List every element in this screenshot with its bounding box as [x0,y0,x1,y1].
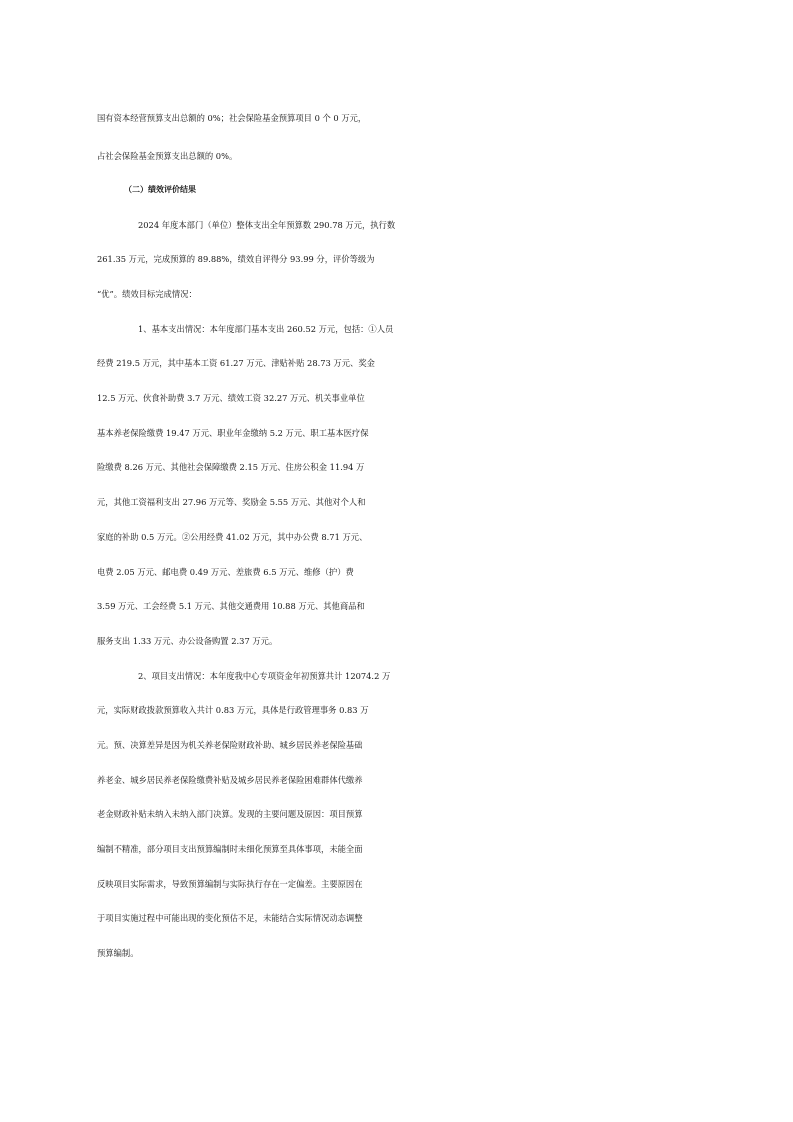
paragraph-line: 电费 2.05 万元、邮电费 0.49 万元、差旅费 6.5 万元、维修（护）费 [97,567,354,577]
paragraph-line: 编制不精准，部分项目支出预算编制时未细化预算至具体事项，未能全面 [97,844,363,854]
paragraph-line: 服务支出 1.33 万元、办公设备购置 2.37 万元。 [97,636,278,646]
paragraph-line: 261.35 万元，完成预算的 89.88%，绩效自评得分 93.99 分，评价等级为 [97,254,375,264]
section-heading: （二）绩效评价结果 [124,185,196,194]
paragraph-line: 养老金、城乡居民养老保险缴费补贴及城乡居民养老保险困难群体代缴养 [97,775,363,785]
paragraph-line: 3.59 万元、工会经费 5.1 万元、其他交通费用 10.88 万元、其他商品和 [97,601,365,611]
paragraph-line: 2、项目支出情况：本年度我中心专项资金年初预算共计 12074.2 万 [138,671,391,681]
paragraph-line: 老金财政补贴未纳入未纳入部门决算。发现的主要问题及原因：项目预算 [97,809,363,819]
paragraph-line: 1、基本支出情况：本年度部门基本支出 260.52 万元，包括：①人员 [138,324,394,334]
paragraph-line: 12.5 万元、伙食补助费 3.7 万元、绩效工资 32.27 万元、机关事业单位 [97,393,365,403]
paragraph-line: 预算编制。 [97,948,139,958]
paragraph-line: 险缴费 8.26 万元、其他社会保障缴费 2.15 万元、住房公积金 11.94 万 [97,462,365,472]
paragraph-line: “优”。绩效目标完成情况： [97,289,197,299]
paragraph-line: 元，实际财政拨款预算收入共计 0.83 万元，具体是行政管理事务 0.83 万 [97,705,369,715]
paragraph-line: 元，其他工资福利支出 27.96 万元等、奖励金 5.55 万元、其他对个人和 [97,497,366,507]
paragraph-line: 反映项目实际需求，导致预算编制与实际执行存在一定偏差。主要原因在 [97,879,363,889]
paragraph-line: 元。预、决算差异是因为机关养老保险财政补助、城乡居民养老保险基础 [97,740,363,750]
paragraph-line: 基本养老保险缴费 19.47 万元、职业年金缴纳 5.2 万元、职工基本医疗保 [97,428,369,438]
paragraph-line: 国有资本经营预算支出总额的 0%；社会保险基金预算项目 0 个 0 万元， [97,113,367,123]
paragraph-line: 于项目实施过程中可能出现的变化预估不足，未能结合实际情况动态调整 [97,913,363,923]
paragraph-line: 占社会保险基金预算支出总额的 0%。 [97,151,238,161]
paragraph-line: 2024 年度本部门（单位）整体支出全年预算数 290.78 万元，执行数 [138,220,396,230]
paragraph-line: 经费 219.5 万元，其中基本工资 61.27 万元、津贴补贴 28.73 万元、奖金 [97,358,375,368]
paragraph-line: 家庭的补助 0.5 万元。②公用经费 41.02 万元，其中办公费 8.71 万元、 [97,532,368,542]
